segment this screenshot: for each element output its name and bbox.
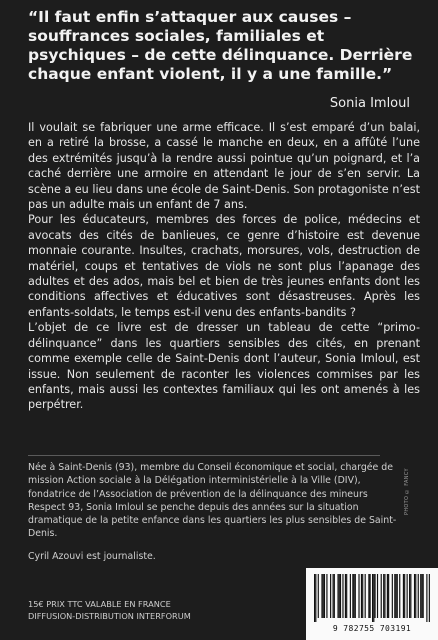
barcode-bar — [377, 574, 378, 618]
barcode-bar — [339, 574, 340, 618]
barcode-bar — [414, 574, 415, 618]
barcode-bar — [324, 574, 325, 618]
price-line: 15€ PRIX TTC VALABLE EN FRANCE — [28, 599, 171, 609]
barcode-bar — [387, 574, 388, 618]
barcode-bar — [323, 574, 324, 618]
barcode-bar — [423, 574, 424, 618]
barcode-bar — [420, 574, 421, 618]
barcode-bar — [353, 574, 354, 618]
barcode-bars — [314, 574, 430, 622]
barcode-bar — [384, 574, 385, 618]
barcode-bar — [418, 574, 419, 618]
barcode-bar — [342, 574, 343, 618]
barcode-bar — [365, 574, 366, 618]
barcode-bar — [374, 574, 375, 618]
isbn-barcode — [306, 568, 438, 640]
barcode-bar — [370, 574, 371, 618]
barcode-bar — [326, 574, 327, 618]
barcode-bar — [381, 574, 382, 618]
barcode-bar — [397, 574, 398, 618]
barcode-bar — [340, 574, 341, 618]
coauthor-note: Cyril Azouvi est journaliste. — [28, 551, 156, 562]
barcode-bar — [315, 574, 316, 622]
barcode-bar — [429, 574, 430, 622]
blurb-paragraph-3: L’objet de ce livre est de dresser un tableau de cette “primo-délinquance” dans les quartiers sensibles des cités, en prenant comme exemple celle de Saint-Denis dont l’auteur, Sonia Imloul, est issue. Non seulement de raconter les violences commises par les enfants, mais aussi les contextes familiaux qui les ont amenés à les perpétrer. — [28, 321, 420, 412]
barcode-bar — [383, 574, 384, 618]
price-info — [28, 598, 191, 622]
barcode-bar — [352, 574, 353, 618]
distribution-line: DIFFUSION-DISTRIBUTION INTERFORUM — [28, 611, 191, 621]
isbn-number: 9 782755 703191 — [332, 624, 412, 633]
barcode-bar — [337, 574, 338, 618]
barcode-bar — [346, 574, 347, 618]
barcode-bar — [426, 574, 427, 622]
barcode-bar — [409, 574, 410, 618]
barcode-bar — [403, 574, 404, 618]
barcode-bar — [373, 574, 374, 622]
barcode-bar — [321, 574, 322, 618]
barcode-bar — [399, 574, 400, 618]
blurb — [28, 120, 420, 413]
photo-credit: PHOTO © FANCY — [404, 468, 410, 515]
barcode-bar — [314, 574, 315, 622]
author-bio: Née à Saint-Denis (93), membre du Conseil économique et social, chargée de mission Action sociale à la Délégation interministérielle à la Ville (DIV), fondatrice de l’Association de prévention de la délinquance des mineurs Respect 93, Sonia Imloul se penche depuis des années sur la situation dramatique de la petite enfance dans les quartiers les plus sensibles de Saint-Denis. — [28, 462, 397, 540]
barcode-bar — [361, 574, 362, 618]
barcode-bar — [355, 574, 356, 618]
barcode-bar — [368, 574, 369, 618]
barcode-bar — [334, 574, 335, 618]
blurb-paragraph-1: Il voulait se fabriquer une arme efficace. Il s’est emparé d’un balai, en a retiré la brosse, a cassé le manche en deux, en a affûté l’une des extrémités jusqu’à la rendre aussi pointue qu’un poignard, et l’a caché derrière une armoire en attendant le jour de s’en servir. La scène a eu lieu dans une école de Saint-Denis. Son protagoniste n’est pas un adulte mais un enfant de 7 ans. — [28, 121, 420, 212]
barcode-bar — [404, 574, 405, 618]
barcode-bar — [388, 574, 389, 618]
barcode-bar — [394, 574, 395, 618]
barcode-bar — [333, 574, 334, 618]
barcode-bar — [350, 574, 351, 618]
barcode-bar — [421, 574, 422, 618]
barcode-bar — [415, 574, 416, 618]
barcode-bar — [407, 574, 408, 618]
barcode-bar — [318, 574, 319, 618]
barcode-bar — [330, 574, 331, 618]
barcode-bar — [358, 574, 359, 618]
barcode-bar — [392, 574, 393, 618]
barcode-bar — [345, 574, 346, 618]
section-divider — [28, 455, 380, 456]
barcode-bar — [372, 574, 373, 622]
barcode-bar — [395, 574, 396, 618]
cover-quote: “Il faut enfin s’attaquer aux causes – souffrances sociales, familiales et psychiques – de cette délinquance. Derrière chaque enfant violent, il y a une famille.” — [28, 8, 413, 83]
barcode-bar — [362, 574, 363, 618]
blurb-paragraph-2: Pour les éducateurs, membres des forces de police, médecins et avocats des cités de banlieues, ce genre d’histoire est devenue monnaie courante. Insultes, crachats, morsures, vols, destruction de matériel, coups et tentatives de viols ne sont plus l’apanage des adultes et des ados, mais bel et bien de très jeunes enfants dont les conditions affectives et éducatives sont désastreuses. Après les enfants-soldats, le temps est-il venu des enfants-bandits ? — [28, 213, 420, 319]
quote-author: Sonia Imloul — [329, 96, 410, 111]
barcode-bar — [410, 574, 411, 618]
